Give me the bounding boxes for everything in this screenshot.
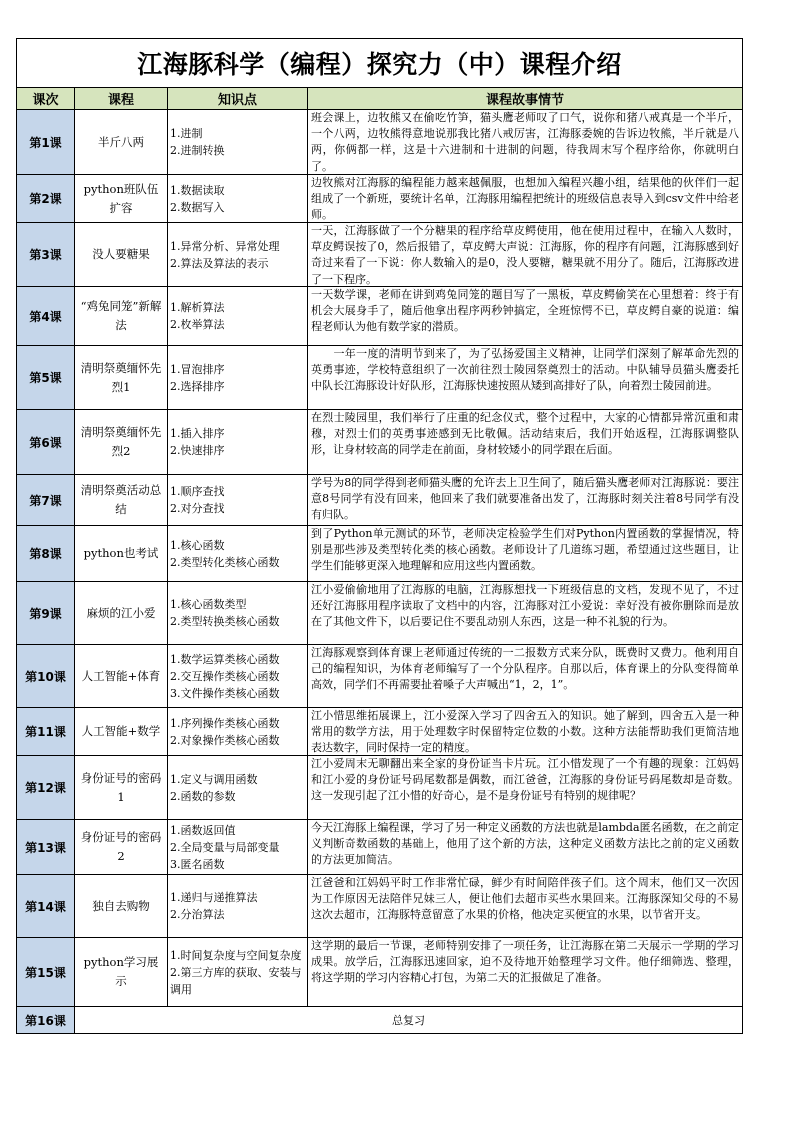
story-text: 学号为8的同学得到老师猫头鹰的允许去上卫生间了，随后猫头鹰老师对江海豚说：要注意8号同学有没有回来，他回来了我们就要准备出发了，江海豚时刻关注着8号同学有没有归队。: [311, 476, 740, 522]
course-name: “鸡兔同笼”新解法: [75, 287, 168, 346]
course-name: 麻烦的江小爱: [75, 582, 168, 645]
knowledge-point: 1.时间复杂度与空间复杂度: [170, 948, 302, 962]
table-row: [17, 475, 743, 526]
lesson-number: 第5课: [17, 346, 75, 410]
course-name: 人工智能+数学: [75, 708, 168, 756]
knowledge-points: [168, 582, 308, 645]
knowledge-points: [168, 475, 308, 526]
table-row: [17, 708, 743, 756]
table-row: [17, 645, 743, 708]
knowledge-point: 1.数学运算类核心函数: [170, 652, 280, 666]
table-row: [17, 175, 743, 223]
knowledge-point: 2.对象操作类核心函数: [170, 733, 280, 747]
table-row: [17, 223, 743, 287]
story-cell: [308, 756, 743, 820]
knowledge-point: 2.全局变量与局部变量: [170, 840, 280, 854]
knowledge-points: [168, 645, 308, 708]
knowledge-point: 2.分治算法: [170, 908, 225, 921]
knowledge-point: 2.算法及算法的表示: [170, 256, 269, 270]
lesson-number: 第12课: [17, 756, 75, 820]
story-cell: [308, 708, 743, 756]
lesson-number: 第16课: [17, 1007, 75, 1034]
story-cell: [308, 410, 743, 475]
knowledge-point: 1.递归与递推算法: [170, 891, 258, 904]
story-text: 到了Python单元测试的环节，老师决定检验学生们对Python内置函数的掌握情况，特别是那些涉及类型转化类的核心函数。老师设计了几道练习题，希望通过这些题目，让学生们能够更深入地理解和应用这些内置函数。: [311, 527, 740, 573]
course-name: 身份证号的密码2: [75, 820, 168, 875]
story-cell: [308, 110, 743, 175]
lesson-number: 第6课: [17, 410, 75, 475]
story-text: 江爸爸和江妈妈平时工作非常忙碌，鲜少有时间陪伴孩子们。这个周末，他们又一次因为工作原因无法陪伴兄妹三人，便让他们去超市买些水果回来。江海豚深知父母的不易这次去超市，江海豚特意留意了水果的价格，他决定买便宜的水果，以节省开支。: [311, 876, 740, 922]
knowledge-point: 2.类型转化类核心函数: [170, 555, 280, 569]
story-text: 一年一度的清明节到来了，为了弘扬爱国主义精神，让同学们深刻了解革命先烈的英勇事迹，学校特意组织了一次前往烈士陵园祭奠烈士的活动。中队辅导员猫头鹰委托中队长江海豚设计好队形，江海豚快速按照从矮到高排好了队，向着烈士陵园前进。: [311, 347, 740, 393]
course-name: python学习展示: [75, 938, 168, 1007]
knowledge-point: 1.进制: [170, 127, 203, 140]
course-name: python也考试: [75, 526, 168, 582]
story-cell: [308, 287, 743, 346]
knowledge-points: [168, 875, 308, 938]
course-name: 人工智能+体育: [75, 645, 168, 708]
knowledge-point: 1.冒泡排序: [170, 362, 225, 376]
knowledge-point: 1.插入排序: [170, 427, 225, 440]
lesson-number: 第9课: [17, 582, 75, 645]
story-cell: [308, 223, 743, 287]
story-cell: [308, 645, 743, 708]
lesson-number: 第7课: [17, 475, 75, 526]
knowledge-points: [168, 526, 308, 582]
story-cell: [308, 526, 743, 582]
lesson-number: 第8课: [17, 526, 75, 582]
story-text: 这学期的最后一节课，老师特别安排了一项任务，让江海豚在第二天展示一学期的学习成果。放学后，江海豚迅速回家，迫不及待地开始整理学习文件。他仔细筛选、整理，将这学期的学习内容精心打包，为第二天的汇报做足了准备。: [311, 939, 740, 985]
lesson-number: 第11课: [17, 708, 75, 756]
knowledge-points: [168, 175, 308, 223]
lesson-number: 第13课: [17, 820, 75, 875]
table-row: [17, 820, 743, 875]
knowledge-points: [168, 346, 308, 410]
knowledge-points: [168, 708, 308, 756]
table-row: [17, 938, 743, 1007]
knowledge-point: 1.函数返回值: [170, 823, 236, 837]
header-course: 课程: [75, 88, 168, 110]
table-row: [17, 756, 743, 820]
story-text: 今天江海豚上编程课，学习了另一种定义函数的方法也就是lambda匿名函数，在之前定义判断奇数函数的基础上，他用了这个新的方法，这种定义函数方法比之前的定义函数的方法更加简洁。: [311, 821, 740, 867]
review-cell: 总复习: [75, 1007, 743, 1034]
knowledge-point: 1.序列操作类核心函数: [170, 716, 280, 730]
knowledge-point: 2.函数的参数: [170, 789, 236, 803]
lesson-number: 第2课: [17, 175, 75, 223]
knowledge-point: 1.解析算法: [170, 301, 225, 314]
course-name: python班队伍扩容: [75, 175, 168, 223]
knowledge-point: 2.枚举算法: [170, 318, 225, 331]
table-row: [17, 875, 743, 938]
story-cell: [308, 175, 743, 223]
table-row: [17, 410, 743, 475]
knowledge-point: 3.文件操作类核心函数: [170, 686, 280, 700]
knowledge-points: [168, 223, 308, 287]
knowledge-point: 1.核心函数类型: [170, 598, 247, 611]
knowledge-point: 2.对分查找: [170, 502, 225, 515]
final-row: [17, 1007, 743, 1034]
table-row: [17, 110, 743, 175]
header-lesson: 课次: [17, 88, 75, 110]
story-cell: [308, 475, 743, 526]
story-text: 江小爱偷偷地用了江海豚的电脑，江海豚想找一下班级信息的文档，发现不见了，不过还好江海豚用程序读取了文档中的内容，江海豚对江小爱说：幸好没有被你删除而是放在了其他文件下，以后要记住不要乱动别人东西，这是一种不礼貌的行为。: [311, 583, 740, 629]
lesson-number: 第10课: [17, 645, 75, 708]
knowledge-point: 2.交互操作类核心函数: [170, 669, 280, 683]
lesson-number: 第4课: [17, 287, 75, 346]
course-name: 清明祭奠活动总结: [75, 475, 168, 526]
lesson-number: 第1课: [17, 110, 75, 175]
knowledge-point: 3.匿名函数: [170, 857, 225, 871]
knowledge-point: 1.定义与调用函数: [170, 772, 258, 786]
knowledge-point: 2.数据写入: [170, 200, 225, 214]
knowledge-point: 1.核心函数: [170, 538, 225, 552]
knowledge-point: 2.选择排序: [170, 379, 225, 393]
header-story: 课程故事情节: [308, 88, 743, 110]
knowledge-point: 2.快速排序: [170, 444, 225, 457]
knowledge-points: [168, 410, 308, 475]
story-text: 江小爱周末无聊翻出来全家的身份证当卡片玩。江小惜发现了一个有趣的现象：江妈妈和江小爱的身份证号码尾数都是偶数，而江爸爸，江海豚的身份证号码尾数却是奇数。这一发现引起了江小惜的好奇心，是不是身份证号有特别的规律呢？: [311, 757, 740, 803]
story-cell: [308, 346, 743, 410]
knowledge-points: [168, 820, 308, 875]
knowledge-point: 2.进制转换: [170, 144, 225, 157]
story-cell: [308, 582, 743, 645]
knowledge-point: 2.第三方库的获取、安装与调用: [170, 965, 302, 996]
story-cell: [308, 875, 743, 938]
course-name: 没人要糖果: [75, 223, 168, 287]
story-text: 江小惜思维拓展课上，江小爱深入学习了四舍五入的知识。她了解到，四舍五入是一种常用的数学方法，用于处理数字时保留特定位数的小数。这种方法能帮助我们更简洁地表达数字，同时保持一定的精度。: [311, 709, 740, 755]
lesson-number: 第15课: [17, 938, 75, 1007]
table-row: [17, 346, 743, 410]
knowledge-points: [168, 938, 308, 1007]
header-row: [17, 88, 743, 110]
story-text: 在烈士陵园里，我们举行了庄重的纪念仪式，整个过程中，大家的心情都异常沉重和肃穆，对烈士们的英勇事迹感到无比敬佩。活动结束后，我们开始返程，江海豚调整队形，让身材较高的同学走在前面，身材较矮小的同学跟在后面。: [311, 411, 740, 457]
table-row: [17, 287, 743, 346]
course-name: 清明祭奠缅怀先烈1: [75, 346, 168, 410]
story-text: 江海豚观察到体育课上老师通过传统的一二报数方式来分队，既费时又费力。他利用自己的编程知识，为体育老师编写了一个分队程序。自那以后，体育课上的分队变得简单高效，同学们不再需要扯着嗓子大声喊出“1，2，1”。: [311, 646, 740, 692]
knowledge-point: 1.顺序查找: [170, 485, 225, 498]
lesson-number: 第14课: [17, 875, 75, 938]
knowledge-point: 1.异常分析、异常处理: [170, 239, 280, 253]
lesson-number: 第3课: [17, 223, 75, 287]
course-name: 半斤八两: [75, 110, 168, 175]
course-table: [16, 38, 743, 1034]
course-name: 身份证号的密码1: [75, 756, 168, 820]
header-points: 知识点: [168, 88, 308, 110]
knowledge-points: [168, 287, 308, 346]
page-title: 江海豚科学（编程）探究力（中）课程介绍: [17, 39, 743, 88]
knowledge-points: [168, 110, 308, 175]
story-cell: [308, 938, 743, 1007]
knowledge-point: 2.类型转换类核心函数: [170, 615, 280, 628]
course-name: 独自去购物: [75, 875, 168, 938]
course-sheet: [16, 38, 742, 1034]
knowledge-point: 1.数据读取: [170, 183, 225, 197]
course-name: 清明祭奠缅怀先烈2: [75, 410, 168, 475]
story-text: 班会课上，边牧熊又在偷吃竹笋，猫头鹰老师叹了口气，说你和猪八戒真是一个半斤，一个八两，边牧熊得意地说那我比猪八戒厉害，江海豚委婉的告诉边牧熊，半斤就是八两，你俩都一样，这是十六进制和十进制的问题，待我周末写个程序给你，你就明白了。: [311, 111, 740, 173]
table-row: [17, 526, 743, 582]
story-cell: [308, 820, 743, 875]
knowledge-points: [168, 756, 308, 820]
story-text: 边牧熊对江海豚的编程能力越来越佩服，也想加入编程兴趣小组，结果他的伙伴们一起组成了一个新班，要统计名单，江海豚用编程把统计的班级信息表导入到csv文件中给老师。: [311, 176, 740, 222]
story-text: 一天，江海豚做了一个分糖果的程序给草皮鳄使用，他在使用过程中，在输入人数时，草皮鳄误按了0，然后报错了，草皮鳄大声说：江海豚，你的程序有问题，江海豚感到好奇过来看了一下说：你人数输入的是0，没人要糖，糖果就不用分了。随后，江海豚改进了一下程序。: [311, 224, 740, 286]
story-text: 一天数学课，老师在讲到鸡兔同笼的题目写了一黑板，草皮鳄偷笑在心里想着：终于有机会大展身手了，随后他拿出程序两秒钟搞定，全班惊愕不已，草皮鳄自豪的说道：编程老师认为他有数学家的潜质。: [311, 288, 740, 334]
table-row: [17, 582, 743, 645]
